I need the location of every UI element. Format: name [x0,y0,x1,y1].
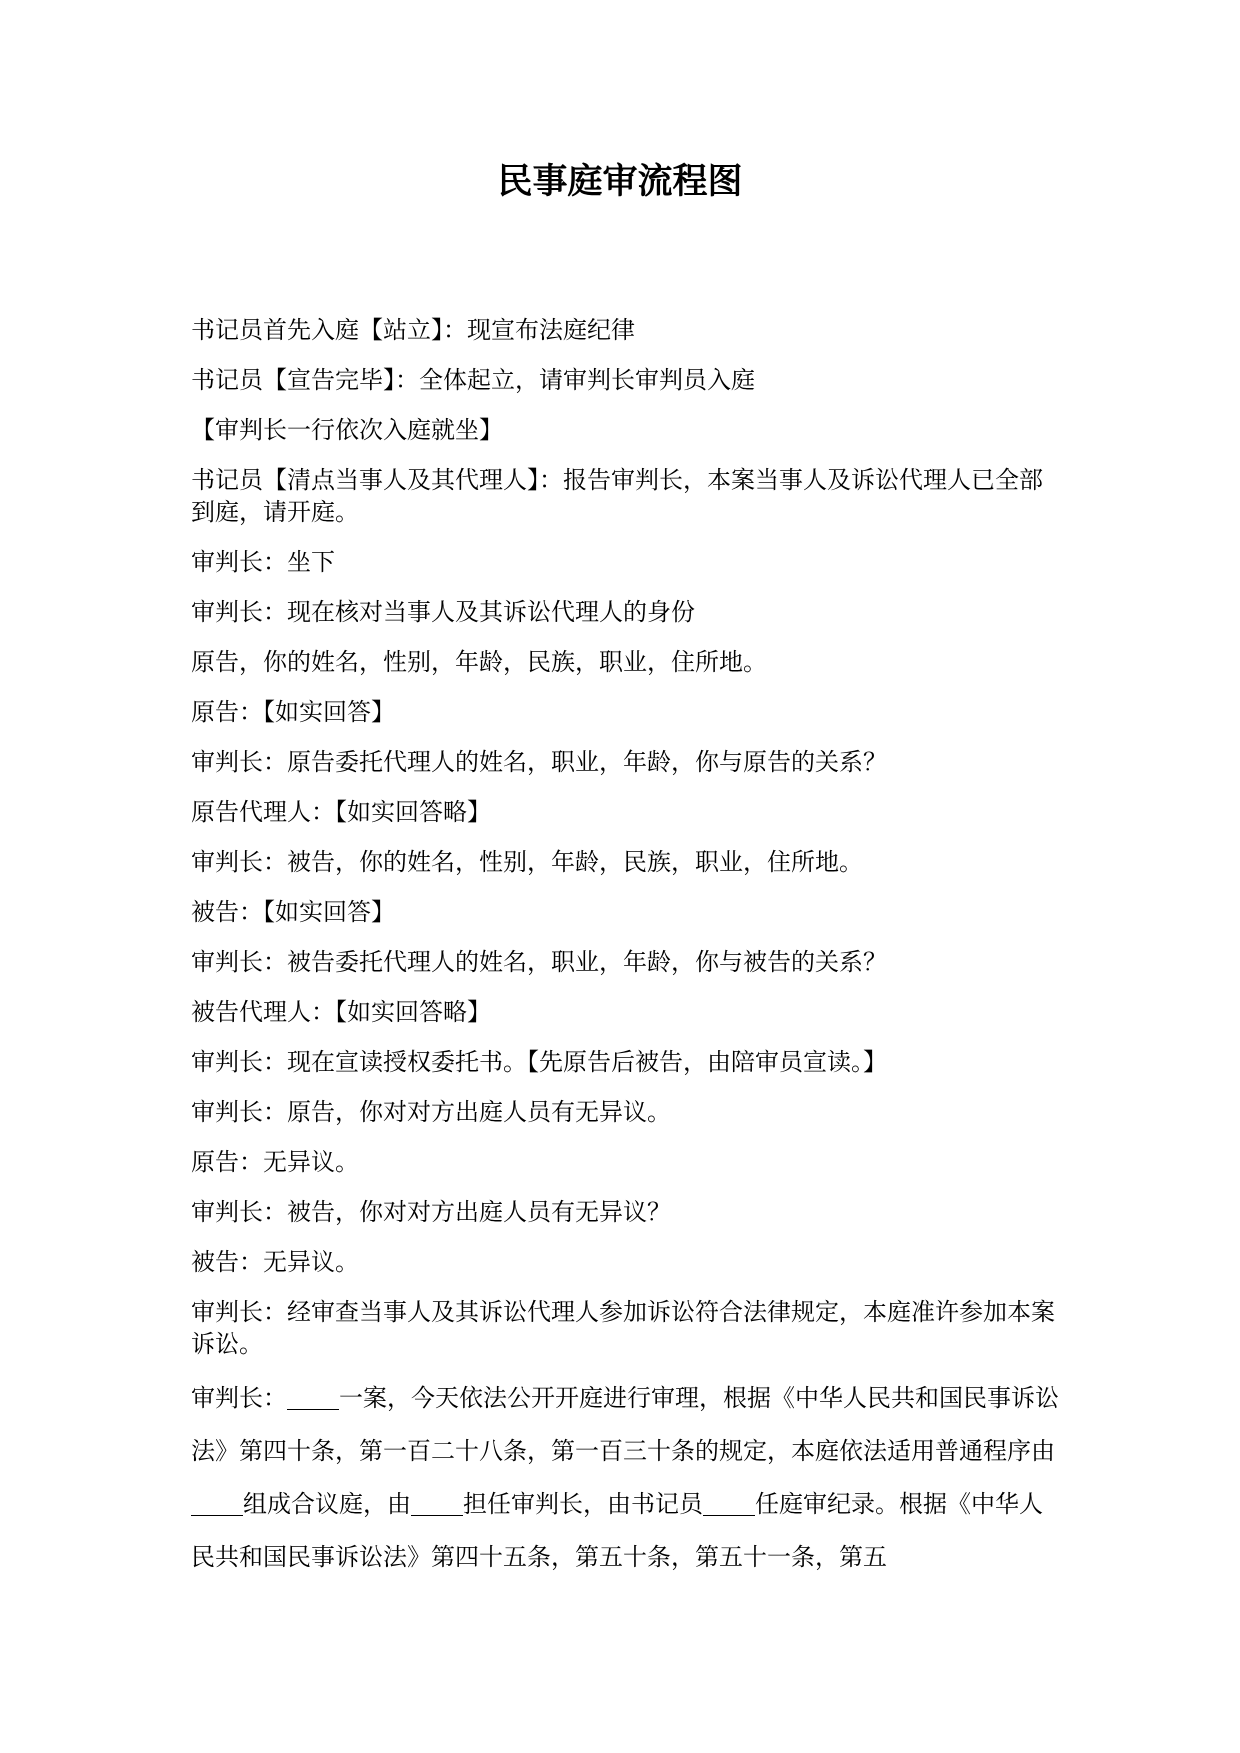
paragraph: 被告：无异议。 [191,1248,359,1276]
paragraph: 书记员【宣告完毕】：全体起立，请审判长审判员入庭 [191,366,755,394]
paragraph: 被告：【如实回答】 [191,898,395,926]
paragraph: 审判长：原告委托代理人的姓名，职业，年龄，你与原告的关系？ [191,748,887,776]
document-body [191,314,1061,1602]
paragraph-court-statement [191,1372,1061,1584]
text-segment: 审判长： [191,1384,287,1412]
text-segment: 一案，今天依法公开开庭进行审理，根据《中华人民共和国民事诉讼法》第四十条，第一百二十八条，第一百三十条的规定，本庭依法适用普通程序由 [191,1384,1059,1465]
page-title: 民事庭审流程图 [497,161,743,202]
fill-in-blank [191,1491,243,1516]
paragraph: 审判长：经审查当事人及其诉讼代理人参加诉讼符合法律规定，本庭准许参加本案诉讼。 [191,1298,1055,1358]
paragraph: 审判长：坐下 [191,548,335,576]
paragraph: 审判长：现在宣读授权委托书。【先原告后被告，由陪审员宣读。】 [191,1048,887,1076]
paragraph: 审判长：被告，你的姓名，性别，年龄，民族，职业，住所地。 [191,848,863,876]
paragraph: 审判长：原告，你对对方出庭人员有无异议。 [191,1098,671,1126]
paragraph: 原告代理人：【如实回答略】 [191,798,491,826]
paragraph: 审判长：被告委托代理人的姓名，职业，年龄，你与被告的关系？ [191,948,887,976]
paragraph: 原告：无异议。 [191,1148,359,1176]
paragraph: 原告：【如实回答】 [191,698,395,726]
text-segment: 组成合议庭，由 [243,1490,411,1518]
paragraph: 原告，你的姓名，性别，年龄，民族，职业，住所地。 [191,648,767,676]
paragraph: 书记员首先入庭【站立】：现宣布法庭纪律 [191,316,635,344]
fill-in-blank [703,1491,755,1516]
paragraph: 书记员【清点当事人及其代理人】：报告审判长，本案当事人及诉讼代理人已全部到庭，请开庭。 [191,466,1043,526]
paragraph: 审判长：被告，你对对方出庭人员有无异议？ [191,1198,671,1226]
fill-in-blank [287,1385,339,1410]
fill-in-blank [411,1491,463,1516]
paragraph: 被告代理人：【如实回答略】 [191,998,491,1026]
text-segment: 担任审判长，由书记员 [463,1490,703,1518]
paragraph: 【审判长一行依次入庭就坐】 [191,416,503,444]
text-segment: 任庭审纪录。根据《中华人民共和国民事诉讼法》第四十五条，第五十条，第五十一条，第五 [191,1490,1043,1571]
paragraph: 审判长：现在核对当事人及其诉讼代理人的身份 [191,598,695,626]
